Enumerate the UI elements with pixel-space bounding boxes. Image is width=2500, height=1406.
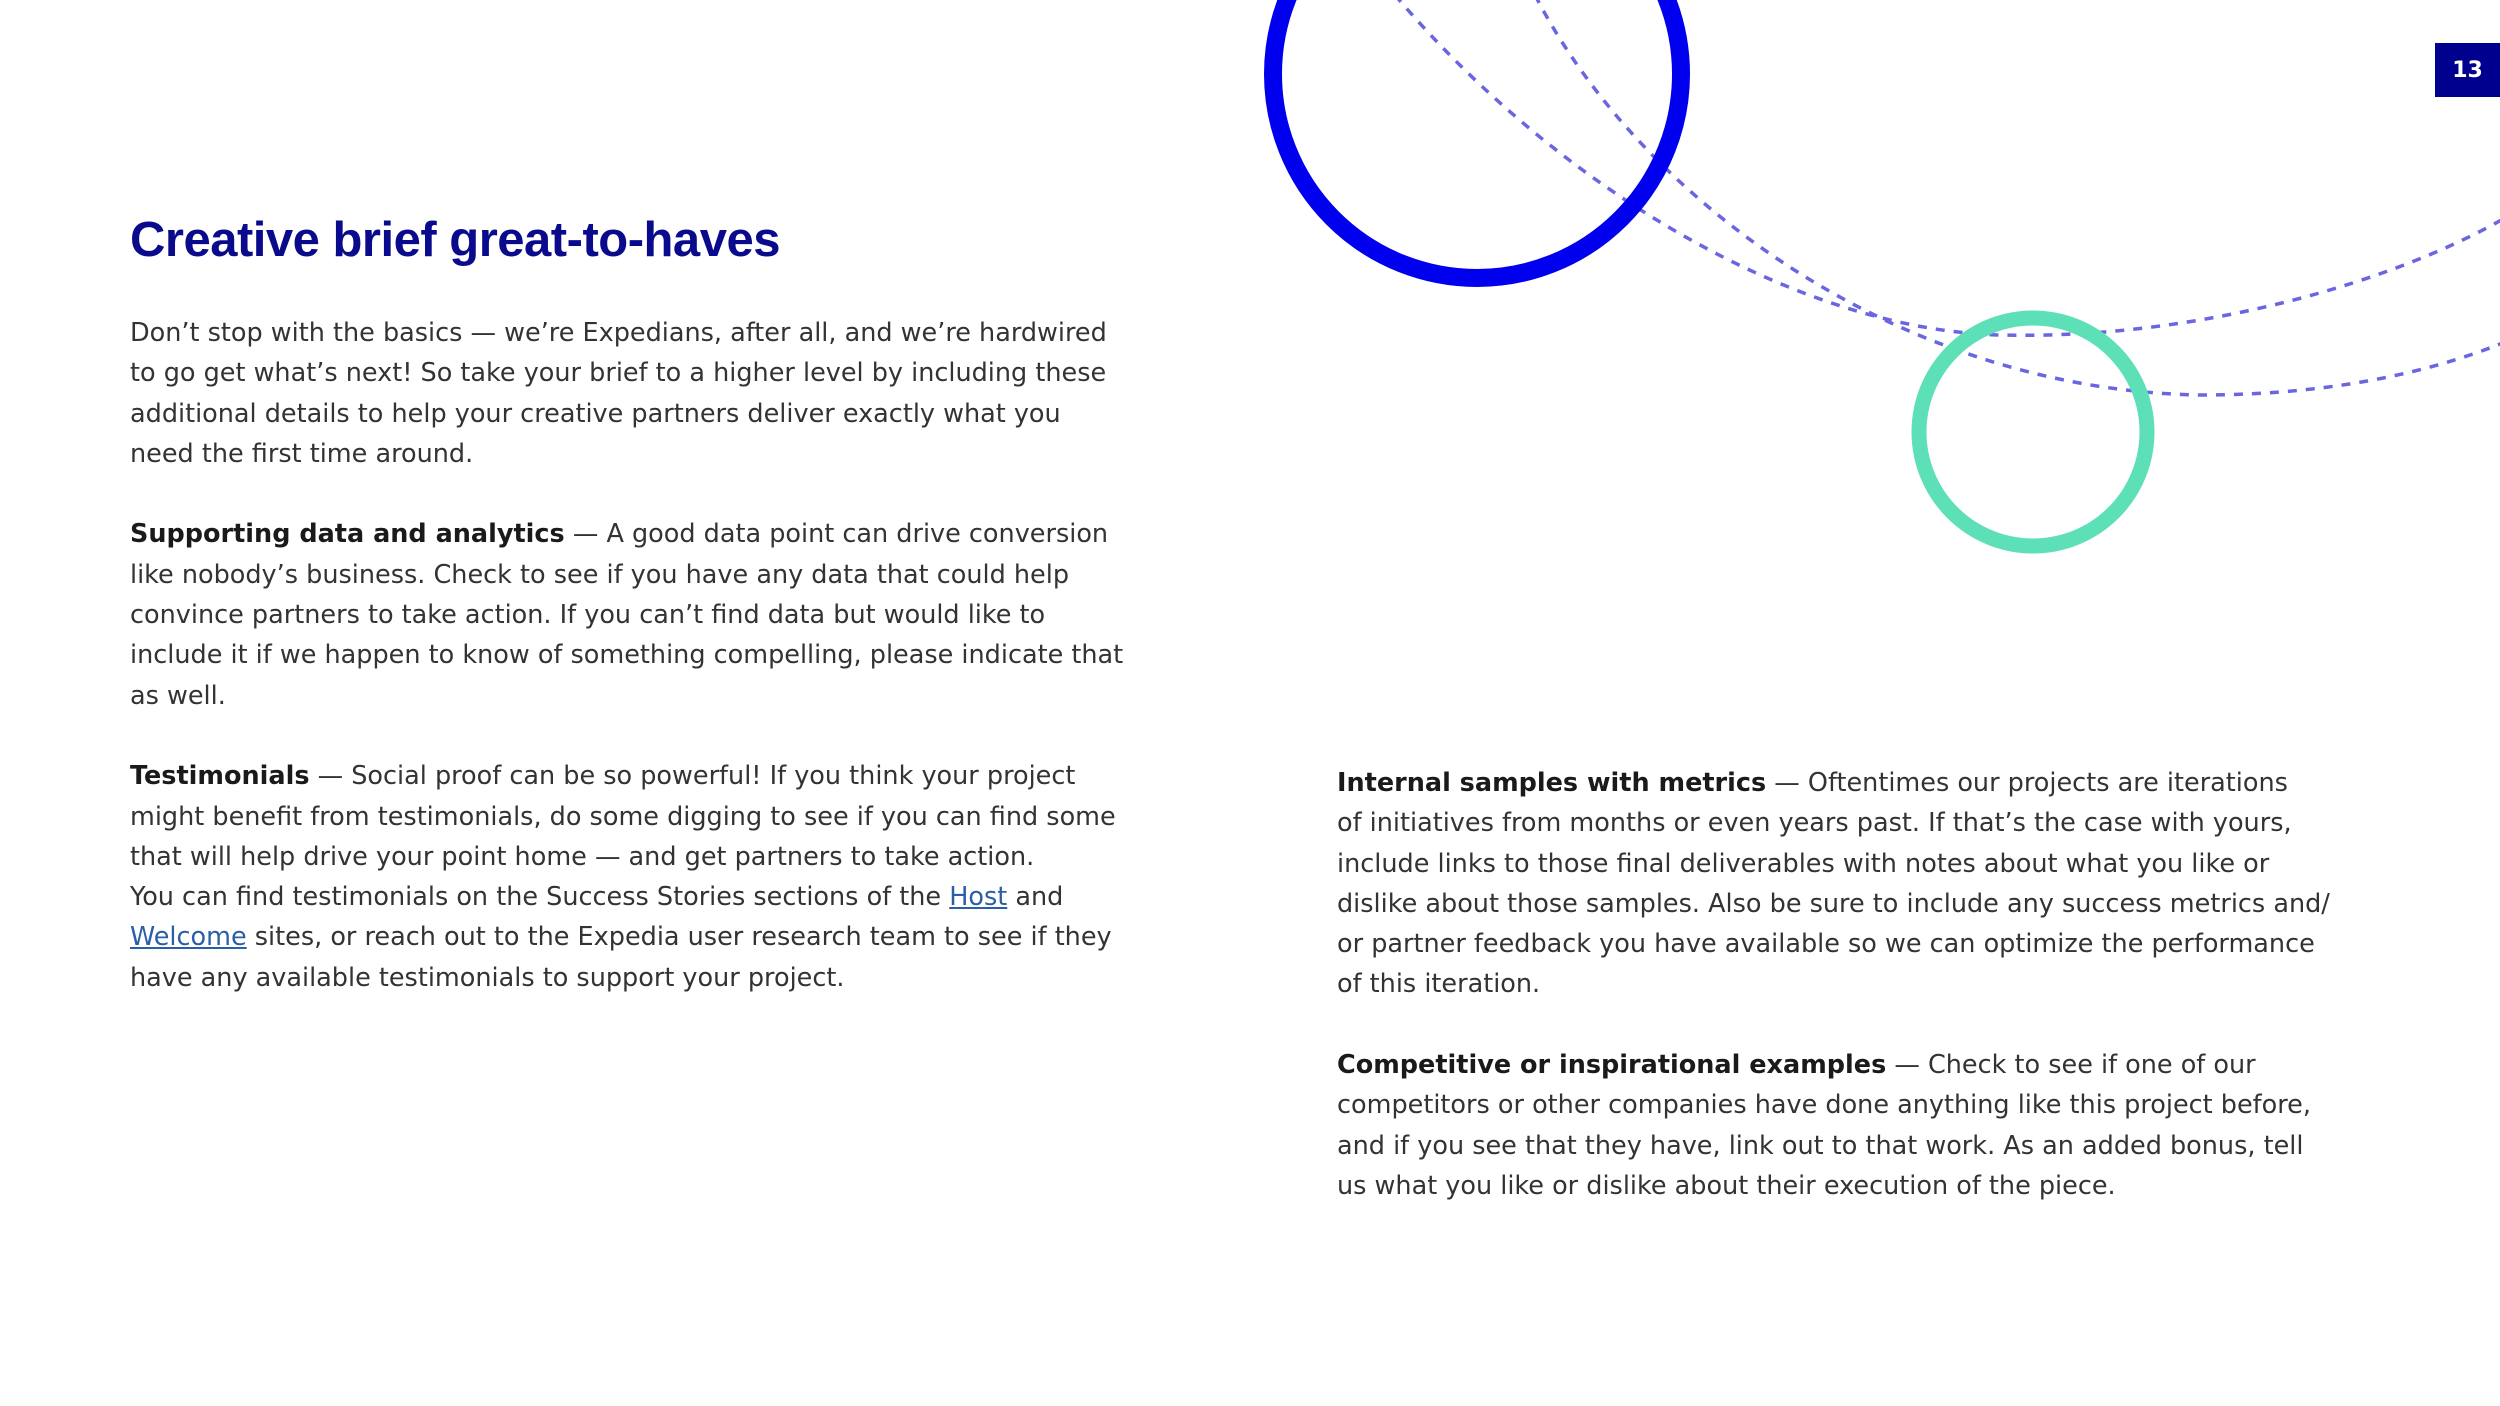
- testimonials-text: sites, or reach out to the Expedia user research team to see if they: [246, 922, 1112, 953]
- intro-paragraph: [130, 313, 1130, 474]
- left-column: [130, 313, 1130, 998]
- testimonials-line: that will help drive your point home — and get partners to take action.: [130, 841, 1035, 872]
- supporting-data-paragraph: [130, 514, 1130, 715]
- internal-samples-line: or partner feedback you have available so we can optimize the performance: [1337, 929, 2315, 960]
- teal-ring: [1919, 318, 2147, 546]
- competitive-examples-line: competitors or other companies have done anything like this project before,: [1337, 1090, 2311, 1121]
- testimonials-text: — Social proof can be so powerful! If you think your project: [309, 761, 1076, 792]
- competitive-examples-line: us what you like or dislike about their execution of the piece.: [1337, 1170, 2116, 1201]
- internal-samples-paragraph: [1337, 763, 2357, 1005]
- internal-samples-heading: Internal samples with metrics: [1337, 768, 1767, 798]
- intro-line: need the first time around.: [130, 438, 474, 469]
- internal-samples-line: [1337, 763, 2357, 803]
- page-title: Creative brief great-to-haves: [130, 213, 780, 267]
- testimonials-line: might benefit from testimonials, do some digging to see if you can find some: [130, 801, 1116, 832]
- page-number-badge: 13: [2435, 43, 2500, 97]
- testimonials-heading: Testimonials: [130, 761, 310, 792]
- testimonials-line: [130, 756, 1130, 796]
- testimonials-line: [130, 877, 1130, 917]
- competitive-examples-line: [1337, 1045, 2357, 1085]
- right-column: [1337, 763, 2357, 1206]
- internal-samples-line: include links to those final deliverables with notes about what you like or: [1337, 848, 2270, 879]
- internal-samples-line: dislike about those samples. Also be sure to include any success metrics and/: [1337, 888, 2330, 919]
- dashed-arc-1: [1395, 0, 2500, 335]
- supporting-data-text: — A good data point can drive conversion: [564, 519, 1109, 550]
- supporting-data-line: include it if we happen to know of something compelling, please indicate that: [130, 640, 1124, 671]
- competitive-examples-line: and if you see that they have, link out to that work. As an added bonus, tell: [1337, 1130, 2304, 1161]
- host-link[interactable]: Host: [949, 882, 1008, 913]
- testimonials-line: [130, 917, 1130, 957]
- supporting-data-line: [130, 514, 1130, 554]
- supporting-data-line: as well.: [130, 680, 226, 711]
- supporting-data-heading: Supporting data and analytics: [130, 519, 565, 550]
- dashed-arc-2: [1535, 0, 2500, 395]
- testimonials-text: You can find testimonials on the Success Stories sections of the: [130, 882, 950, 913]
- internal-samples-text: — Oftentimes our projects are iterations: [1766, 768, 2288, 798]
- testimonials-line: have any available testimonials to support your project.: [130, 962, 845, 993]
- testimonials-text: and: [1007, 882, 1064, 913]
- supporting-data-line: like nobody’s business. Check to see if you have any data that could help: [130, 559, 1070, 590]
- welcome-link[interactable]: Welcome: [130, 922, 247, 953]
- intro-line: additional details to help your creative partners deliver exactly what you: [130, 398, 1061, 429]
- internal-samples-line: of initiatives from months or even years past. If that’s the case with yours,: [1337, 808, 2292, 839]
- internal-samples-line: of this iteration.: [1337, 969, 1541, 1000]
- intro-line: to go get what’s next! So take your brief to a higher level by including these: [130, 358, 1107, 389]
- supporting-data-line: convince partners to take action. If you can’t find data but would like to: [130, 600, 1046, 631]
- testimonials-paragraph: [130, 756, 1130, 998]
- blue-ring: [1273, 0, 1681, 278]
- competitive-examples-heading: Competitive or inspirational examples: [1337, 1050, 1887, 1081]
- competitive-examples-text: — Check to see if one of our: [1886, 1050, 2256, 1081]
- intro-line: Don’t stop with the basics — we’re Expedians, after all, and we’re hardwired: [130, 318, 1107, 348]
- competitive-examples-paragraph: [1337, 1045, 2357, 1206]
